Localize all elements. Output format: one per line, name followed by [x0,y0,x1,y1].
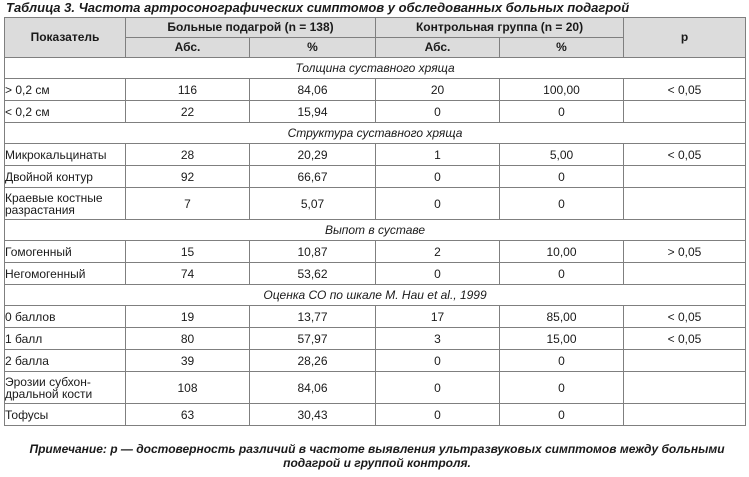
row-name: > 0,2 см [5,79,126,101]
section-title: Выпот в суставе [5,220,746,241]
gout-abs: 39 [126,350,250,372]
control-abs: 0 [376,404,500,426]
control-abs: 0 [376,350,500,372]
row-name: Тофусы [5,404,126,426]
row-name: Двойной контур [5,166,126,188]
table-row [5,241,746,263]
row-name: < 0,2 см [5,101,126,123]
gout-abs: 74 [126,263,250,285]
section-title: Толщина суставного хряща [5,58,746,79]
control-abs: 2 [376,241,500,263]
gout-pct: 20,29 [250,144,376,166]
gout-pct: 28,26 [250,350,376,372]
row-name: Негомогенный [5,263,126,285]
p-value: < 0,05 [624,79,746,101]
table-row [5,101,746,123]
header-p: p [624,18,746,58]
control-pct: 85,00 [500,306,624,328]
gout-pct: 84,06 [250,372,376,404]
table-row [5,166,746,188]
control-pct: 0 [500,166,624,188]
row-name: Эрозии субхон- дральной кости [5,372,126,404]
gout-abs: 63 [126,404,250,426]
p-value [624,350,746,372]
control-pct: 0 [500,101,624,123]
header-control-abs: Абс. [376,38,500,58]
table-row [5,372,746,404]
gout-pct: 13,77 [250,306,376,328]
header-control-group: Контрольная группа (n = 20) [376,18,624,38]
table-row [5,188,746,220]
gout-pct: 10,87 [250,241,376,263]
control-pct: 100,00 [500,79,624,101]
table-row [5,404,746,426]
control-abs: 20 [376,79,500,101]
row-name: Краевые костные разрастания [5,188,126,220]
symptoms-table [4,17,746,426]
gout-pct: 84,06 [250,79,376,101]
row-name: 1 балл [5,328,126,350]
table-caption: Таблица 3. Частота артросонографических симптомов у обследованных больных подагрой [6,0,630,15]
gout-pct: 57,97 [250,328,376,350]
control-abs: 0 [376,263,500,285]
control-abs: 0 [376,188,500,220]
control-pct: 0 [500,372,624,404]
table-row [5,328,746,350]
control-pct: 10,00 [500,241,624,263]
table-row [5,144,746,166]
control-abs: 0 [376,166,500,188]
gout-abs: 80 [126,328,250,350]
table-row [5,263,746,285]
table-row [5,350,746,372]
control-abs: 3 [376,328,500,350]
p-value [624,166,746,188]
control-abs: 0 [376,101,500,123]
control-abs: 0 [376,372,500,404]
row-name: 2 балла [5,350,126,372]
control-pct: 15,00 [500,328,624,350]
table-note: Примечание: p — достоверность различий в частоте выявления ультразвуковых симптомов между больными подагрой и группой контроля. [29,442,725,470]
control-abs: 17 [376,306,500,328]
control-pct: 0 [500,188,624,220]
p-value [624,188,746,220]
row-name: Гомогенный [5,241,126,263]
gout-abs: 108 [126,372,250,404]
p-value [624,101,746,123]
gout-pct: 5,07 [250,188,376,220]
table-row [5,306,746,328]
gout-abs: 92 [126,166,250,188]
header-gout-abs: Абс. [126,38,250,58]
table-row [5,79,746,101]
gout-abs: 22 [126,101,250,123]
p-value [624,372,746,404]
control-pct: 0 [500,404,624,426]
p-value: > 0,05 [624,241,746,263]
header-gout-group: Больные подагрой (n = 138) [126,18,376,38]
control-abs: 1 [376,144,500,166]
section-title: Структура суставного хряща [5,123,746,144]
gout-abs: 28 [126,144,250,166]
gout-abs: 7 [126,188,250,220]
header-gout-pct: % [250,38,376,58]
p-value: < 0,05 [624,144,746,166]
gout-abs: 116 [126,79,250,101]
p-value: < 0,05 [624,328,746,350]
header-control-pct: % [500,38,624,58]
section-title: Оценка СО по шкале M. Hau et al., 1999 [5,285,746,306]
header-indicator: Показатель [5,18,126,58]
control-pct: 5,00 [500,144,624,166]
gout-pct: 66,67 [250,166,376,188]
control-pct: 0 [500,350,624,372]
row-name: 0 баллов [5,306,126,328]
gout-abs: 15 [126,241,250,263]
p-value: < 0,05 [624,306,746,328]
p-value [624,263,746,285]
gout-pct: 15,94 [250,101,376,123]
gout-abs: 19 [126,306,250,328]
p-value [624,404,746,426]
control-pct: 0 [500,263,624,285]
gout-pct: 53,62 [250,263,376,285]
gout-pct: 30,43 [250,404,376,426]
row-name: Микрокальцинаты [5,144,126,166]
